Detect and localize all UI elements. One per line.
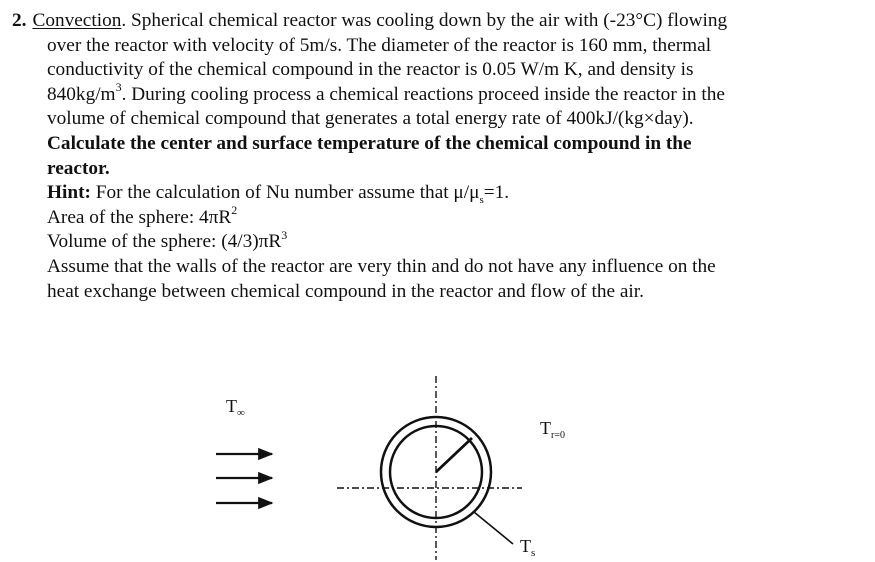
volume-exponent: 3	[281, 227, 288, 242]
t-infinity-label: $T_\infty$	[226, 396, 245, 419]
assume-line-2: heat exchange between chemical compound in the reactor and flow of the air.	[47, 280, 644, 302]
t-surface-label: $T_s$	[520, 536, 536, 559]
volume-text: Volume of the sphere: (4/3)πR	[47, 231, 282, 253]
hint-label: Hint:	[47, 182, 91, 204]
area-text: Area of the sphere: 4πR	[47, 206, 232, 228]
assume-line-1: Assume that the walls of the reactor are very thin and do not have any influence on the	[47, 255, 716, 277]
density-exponent: 3	[115, 80, 122, 95]
density-value: 840kg/m	[47, 83, 116, 105]
hint-subscript: s	[479, 194, 484, 207]
area-exponent: 2	[231, 203, 238, 218]
radius-line	[436, 438, 472, 472]
surface-leader-line	[474, 512, 513, 544]
t-center-label: $T_{r=0}$	[540, 418, 565, 441]
problem-line-2: over the reactor with velocity of 5m/s. The diameter of the reactor is 160 mm, thermal	[47, 34, 712, 56]
hint-text-end: =1.	[483, 182, 510, 204]
problem-line-1-text: . Spherical chemical reactor was cooling down by the air with (-23°C) flowing	[121, 10, 728, 31]
hint-text: For the calculation of Nu number assume that μ/μ	[90, 182, 480, 204]
problem-line-3: conductivity of the chemical compound in the reactor is 0.05 W/m K, and density is	[47, 59, 694, 81]
task-line-1: Calculate the center and surface temperature of the chemical compound in the	[47, 132, 692, 154]
problem-title: Convection	[32, 10, 122, 31]
task-line-2: reactor.	[47, 157, 110, 179]
problem-line-5: volume of chemical compound that generates a total energy rate of 400kJ/(kg×day).	[47, 108, 694, 130]
problem-number: 2.	[12, 10, 27, 31]
problem-line-4-text: . During cooling process a chemical reactions proceed inside the reactor in the	[121, 83, 725, 105]
